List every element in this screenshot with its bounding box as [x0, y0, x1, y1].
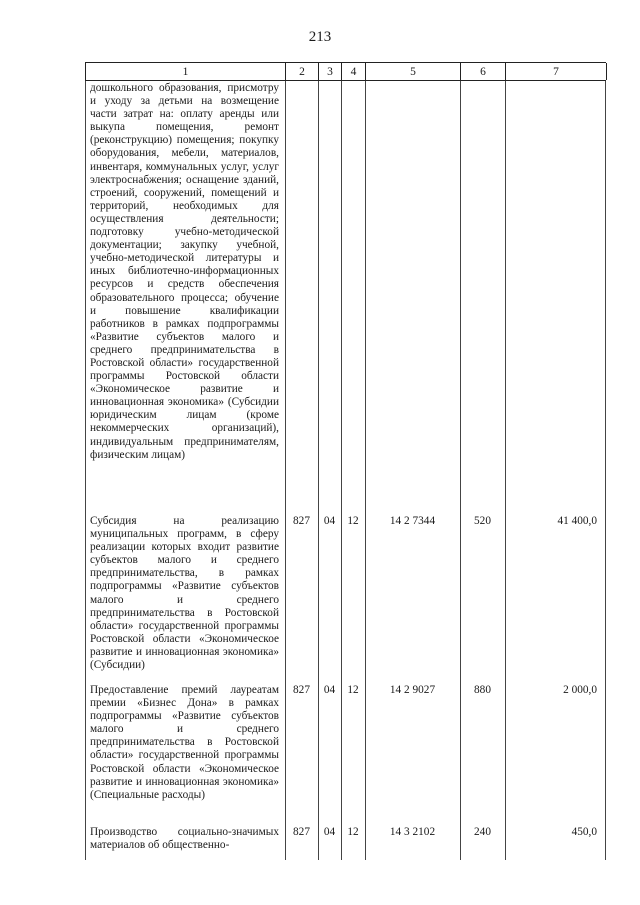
cell-amount: 450,0 [571, 826, 597, 838]
cell-target-article: 14 3 2102 [389, 826, 436, 838]
cell-subsection: 12 [347, 515, 359, 527]
cell-ministry-code: 827 [293, 684, 310, 696]
table-row [85, 684, 606, 826]
cell-ministry-code: 827 [293, 515, 310, 527]
column-rule [285, 81, 286, 860]
column-header: 5 [366, 63, 461, 80]
cell-subsection: 12 [347, 684, 359, 696]
cell-amount: 41 400,0 [557, 515, 597, 527]
column-rule [505, 81, 506, 860]
column-rule [318, 81, 319, 860]
cell-amount [505, 82, 606, 515]
cell-target-article [365, 82, 460, 515]
row-description: Субсидия на реализацию муниципальных программ, в сферу реализации которых входит развитие субъектов малого и среднего предпринимательства, в рамках подпрограммы «Развитие субъектов малого и среднего предпринимательства в Ростовской области» государственной программы Ростовской области «Экономическое развитие и инновационная экономика» (Субсидии) [90, 515, 279, 672]
cell-section: 04 [323, 684, 336, 696]
cell-section: 04 [323, 826, 336, 838]
row-description: Производство социально-значимых материалов об общественно- [90, 826, 279, 852]
cell-expense-type [460, 82, 505, 515]
column-header: 7 [506, 63, 607, 80]
cell-subsection [341, 82, 365, 515]
table-row [85, 515, 606, 684]
row-description: Предоставление премий лауреатам премии «Бизнес Дона» в рамках подпрограммы «Развитие субъектов малого и среднего предпринимательства в Ростовской области» государственной программы Ростовской области «Экономическое развитие и инновационная экономика» (Специальные расходы) [90, 684, 279, 801]
budget-table [85, 62, 606, 860]
table-row [85, 81, 606, 515]
cell-expense-type: 520 [474, 515, 491, 527]
column-rule [341, 81, 342, 860]
cell-section [318, 82, 341, 515]
page-number: 213 [308, 29, 332, 45]
row-description: дошкольного образования, присмотру и уходу за детьми на возмещение части затрат на: оплату аренды или выкупа помещения, ремонт (реконструкцию) помещения; покупку оборудования, мебели, материалов, инвентаря, коммунальных услуг, услуг электроснабжения; оснащение зданий, строений, сооружений, помещений и территорий, необходимых для осуществления деятельности; подготовку учебно-методической документации; закупку учебной, учебно-методической литературы и иных библиотечно-информационных ресурсов и средств обеспечения образовательного процесса; обучение и повышение квалификации работников в рамках подпрограммы «Развитие субъектов малого и среднего предпринимательства в Ростовской области» государственной программы Ростовской области «Экономическое развитие и инновационная экономика» (Субсидии юридическим лицам (кроме некоммерческих организаций), индивидуальным предпринимателям, физическим лицам) [90, 82, 279, 461]
cell-section: 04 [323, 515, 336, 527]
cell-target-article: 14 2 9027 [389, 684, 436, 696]
cell-amount: 2 000,0 [563, 684, 597, 696]
table-header [85, 62, 606, 81]
cell-expense-type: 240 [474, 826, 491, 838]
column-rule [365, 81, 366, 860]
column-rule [85, 81, 86, 860]
column-header: 6 [461, 63, 506, 80]
column-rule [460, 81, 461, 860]
column-header: 4 [342, 63, 366, 80]
column-header: 3 [319, 63, 342, 80]
cell-ministry-code: 827 [293, 826, 310, 838]
cell-target-article: 14 2 7344 [389, 515, 436, 527]
table-row [85, 826, 606, 860]
cell-subsection: 12 [347, 826, 359, 838]
column-header: 1 [86, 63, 286, 80]
table-body [85, 81, 606, 860]
column-header: 2 [286, 63, 319, 80]
column-rule [605, 81, 606, 860]
cell-ministry-code [285, 82, 318, 515]
cell-expense-type: 880 [474, 684, 491, 696]
